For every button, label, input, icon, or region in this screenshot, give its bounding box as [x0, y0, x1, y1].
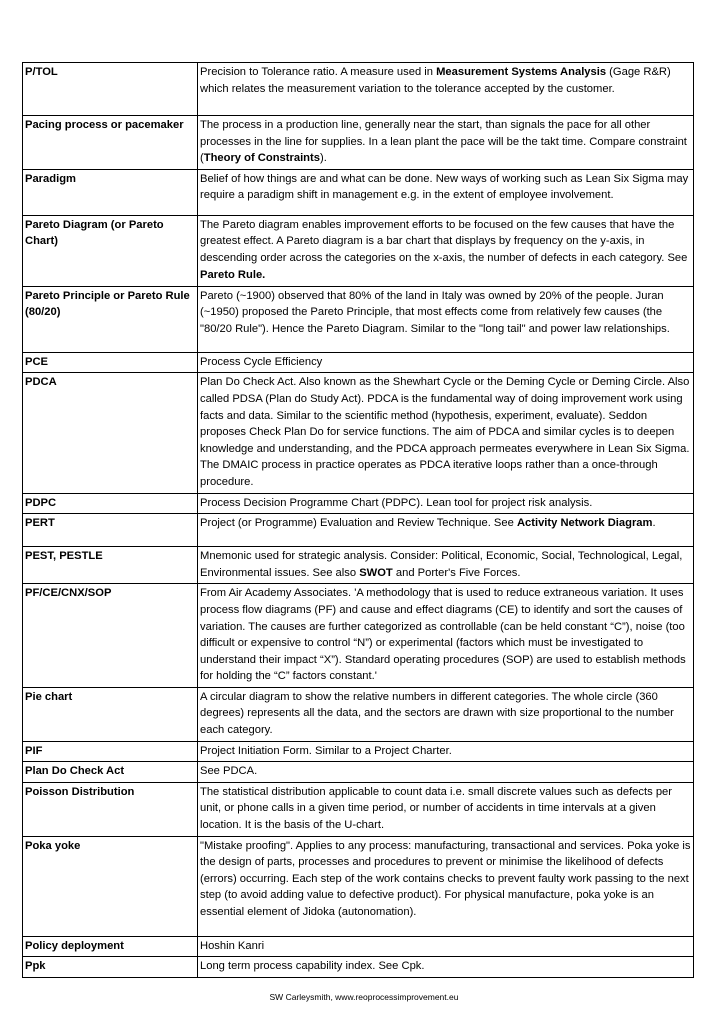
glossary-definition: [198, 782, 694, 836]
definition-text: The statistical distribution applicable to count data i.e. small discrete values such as defects per unit, or phone calls in a given time period, or number of accidents in time intervals at a given location. It is the basis of the U-chart.: [200, 785, 672, 832]
glossary-term: P/TOL: [23, 63, 198, 116]
table-row: [23, 169, 694, 215]
glossary-term: PERT: [23, 514, 198, 547]
table-row: [23, 373, 694, 493]
glossary-term: Pareto Diagram (or Pareto Chart): [23, 215, 198, 286]
glossary-definition: [198, 514, 694, 547]
glossary-definition: [198, 836, 694, 936]
table-row: [23, 63, 694, 116]
glossary-definition: [198, 936, 694, 957]
glossary-definition: [198, 286, 694, 352]
table-row: [23, 116, 694, 170]
definition-text: Pareto (~1900) observed that 80% of the land in Italy was owned by 20% of the people. Juran (~1950) proposed the Pareto Principle, that most effects come from relatively few causes (the "80/20 Rule"). Hence the Pareto Diagram. Similar to the "long tail" and power law relationships.: [200, 289, 670, 335]
definition-text: A circular diagram to show the relative numbers in different categories. The whole circle (360 degrees) represents all the data, and the sectors are drawn with size proportional to the number each category.: [200, 690, 674, 737]
definition-emphasis: Pareto Rule.: [200, 268, 266, 281]
definition-text: Long term process capability index. See Cpk.: [200, 960, 425, 973]
definition-text: and Porter's Five Forces.: [392, 566, 521, 579]
table-row: [23, 286, 694, 352]
page-footer: SW Carleysmith, www.reoprocessimprovement.eu: [269, 992, 459, 1002]
glossary-term: Plan Do Check Act: [23, 762, 198, 783]
definition-text: .: [652, 517, 656, 530]
glossary-term: Ppk: [23, 957, 198, 978]
glossary-term: PEST, PESTLE: [23, 547, 198, 584]
glossary-definition: [198, 63, 694, 116]
table-row: [23, 936, 694, 957]
definition-text: Process Cycle Efficiency: [200, 355, 323, 368]
glossary-definition: [198, 169, 694, 215]
definition-emphasis: Theory of Constraints: [203, 152, 320, 165]
definition-text: Belief of how things are and what can be done. New ways of working such as Lean Six Sigma may require a paradigm shift in management e.g. in the extent of employee involvement.: [200, 172, 689, 202]
glossary-definition: [198, 352, 694, 373]
glossary-term: Pareto Principle or Pareto Rule (80/20): [23, 286, 198, 352]
glossary-term: Poisson Distribution: [23, 782, 198, 836]
glossary-definition: [198, 116, 694, 170]
table-row: [23, 836, 694, 936]
table-row: [23, 741, 694, 762]
definition-text: "Mistake proofing". Applies to any process: manufacturing, transactional and services. Poka yoke is the design of parts, processes and procedures to prevent or minimise the likelihood of defects (errors) occurring. Each step of the work contains checks to prevent faulty work passing to the next step (to avoid adding value to defective product). For physical manufacture, poka yoke is an essential element of Jidoka (autonomation).: [200, 839, 691, 918]
glossary-definition: [198, 762, 694, 783]
table-row: [23, 547, 694, 584]
glossary-term: PF/CE/CNX/SOP: [23, 584, 198, 688]
definition-text: Project Initiation Form. Similar to a Project Charter.: [200, 744, 452, 757]
glossary-term: Pie chart: [23, 687, 198, 741]
glossary-term: PCE: [23, 352, 198, 373]
glossary-definition: [198, 215, 694, 286]
definition-text: (Gage R&R) which relates the measurement variation to the tolerance accepted by the customer.: [200, 66, 671, 95]
glossary-definition: [198, 687, 694, 741]
table-row: [23, 584, 694, 688]
glossary-definition: [198, 493, 694, 514]
table-row: [23, 514, 694, 547]
table-row: [23, 957, 694, 978]
glossary-table: [22, 62, 694, 978]
glossary-term: PDPC: [23, 493, 198, 514]
table-row: [23, 762, 694, 783]
definition-emphasis: SWOT: [359, 566, 393, 579]
definition-text: Process Decision Programme Chart (PDPC). Lean tool for project risk analysis.: [200, 496, 593, 509]
glossary-definition: [198, 957, 694, 978]
definition-text: Hoshin Kanri: [200, 939, 265, 952]
glossary-body: [23, 63, 694, 978]
glossary-definition: [198, 584, 694, 688]
table-row: [23, 687, 694, 741]
glossary-term: Pacing process or pacemaker: [23, 116, 198, 170]
definition-emphasis: Measurement Systems Analysis: [436, 66, 607, 78]
table-row: [23, 493, 694, 514]
definition-text: Mnemonic used for strategic analysis. Consider: Political, Economic, Social, Technological, Legal, Environmental issues. See also: [200, 550, 683, 579]
definition-text: Precision to Tolerance ratio. A measure used in: [200, 66, 437, 78]
table-row: [23, 782, 694, 836]
glossary-definition: [198, 373, 694, 493]
definition-emphasis: Activity Network Diagram: [516, 517, 653, 530]
glossary-term: Poka yoke: [23, 836, 198, 936]
glossary-term: Policy deployment: [23, 936, 198, 957]
definition-text: The Pareto diagram enables improvement efforts to be focused on the few causes that have the greatest effect. A Pareto diagram is a bar chart that displays by frequency on the y-axis, in descending order across the categories on the x-axis, the number of defects in each category. See: [200, 218, 688, 264]
glossary-term: PDCA: [23, 373, 198, 493]
glossary-term: PIF: [23, 741, 198, 762]
definition-text: From Air Academy Associates. 'A methodology that is used to reduce extraneous variation. It uses process flow diagrams (PF) and cause and effect diagrams (CE) to identify and sort the causes of variation. The causes are further categorized as controllable (can be held constant “C”), noise (too difficult or expensive to control “N”) or experimental (factors which must be investigated to understand their impact “X”). Standard operating procedures (SOP) are used to establish methods for holding the “C” factors constant.': [200, 587, 686, 683]
table-row: [23, 352, 694, 373]
definition-text: The process in a production line, generally near the start, than signals the pace for all other processes in the line for supplies. In a lean plant the pace will be the takt time. Compare constraint (: [200, 119, 687, 165]
glossary-term: Paradigm: [23, 169, 198, 215]
definition-text: ).: [319, 152, 327, 165]
definition-text: Project (or Programme) Evaluation and Review Technique. See: [200, 517, 517, 530]
table-row: [23, 215, 694, 286]
glossary-definition: [198, 741, 694, 762]
definition-text: See PDCA.: [200, 765, 258, 778]
definition-text: Plan Do Check Act. Also known as the Shewhart Cycle or the Deming Cycle or Deming Circle. Also called PDSA (Plan do Study Act). PDCA is the fundamental way of doing improvement work using facts and data. Similar to the scientific method (hypothesis, experiment, evaluate). Seddon proposes Check Plan Do for service functions. The aim of PDCA and similar cycles is to deepen knowledge and understanding, and the PDCA approach permeates everywhere in Lean Six Sigma. The DMAIC process in practice operates as PDCA iterative loops rather than a once-through procedure.: [200, 376, 690, 488]
glossary-definition: [198, 547, 694, 584]
